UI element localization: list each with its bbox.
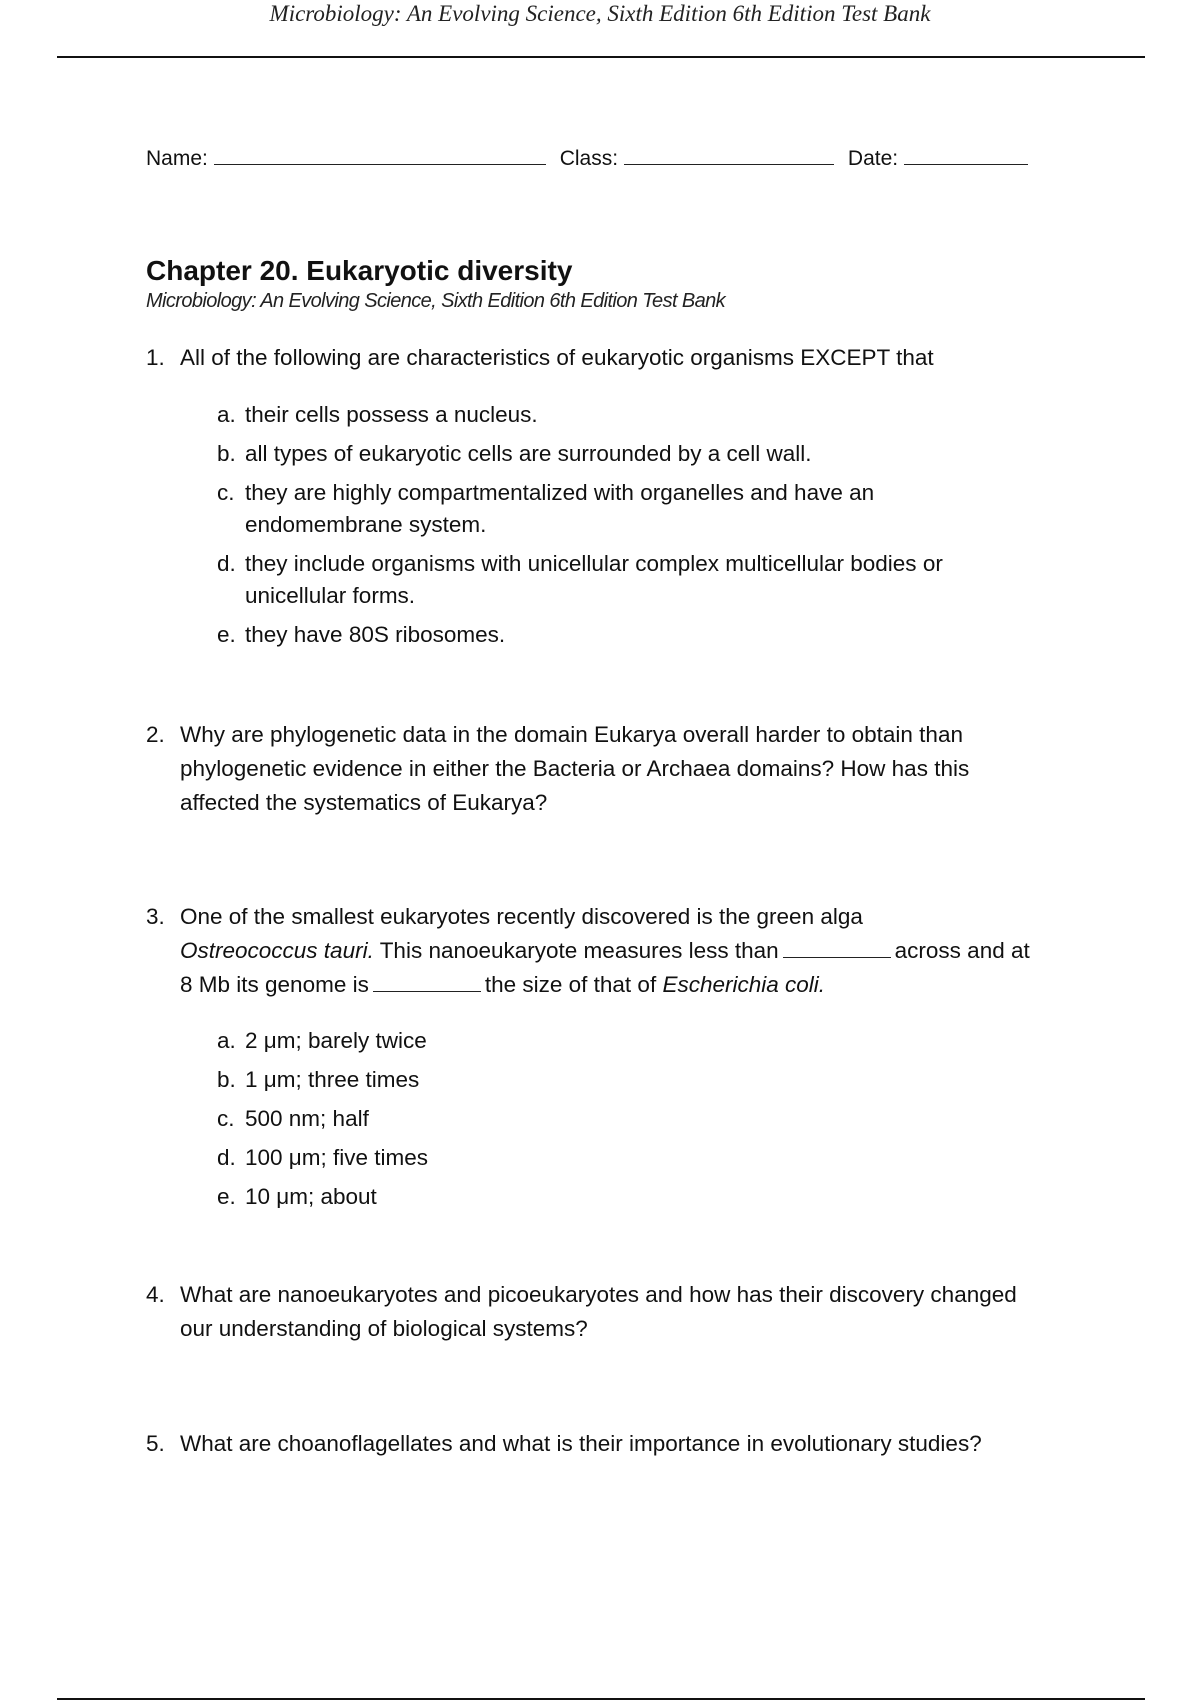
option-letter: d. [217,1145,236,1170]
option-text: they have 80S ribosomes. [245,622,506,647]
question-number: 4. [146,1282,165,1307]
question-number: 2. [146,722,165,747]
option-letter: a. [217,1028,236,1053]
running-header: Microbiology: An Evolving Science, Sixth Edition 6th Edition Test Bank [269,1,931,26]
option-text: 10 μm; about [245,1184,377,1209]
option-text: all types of eukaryotic cells are surrounded by a cell wall. [245,441,812,466]
question-3-options [217,1025,1025,1220]
option-item [217,399,1025,431]
answer-blank-2 [373,971,481,992]
question-number: 5. [146,1431,165,1456]
option-letter: d. [217,551,236,576]
chapter-subtitle: Microbiology: An Evolving Science, Sixth Edition 6th Edition Test Bank [146,290,726,312]
question-3 [146,900,1046,1002]
option-item [217,438,1025,470]
option-text: they are highly compartmentalized with organelles and have an endomembrane system. [245,480,875,537]
class-label: Class: [559,147,619,170]
option-item [217,1181,1025,1213]
option-letter: b. [217,441,236,466]
option-text: 1 μm; three times [245,1067,420,1092]
option-text: they include organisms with unicellular complex multicellular bodies or unicellular forms. [245,551,943,608]
option-letter: a. [217,402,236,427]
header-divider [57,56,1145,58]
date-label: Date: [847,147,899,170]
question-number: 1. [146,345,165,370]
option-item [217,477,1025,541]
question-text: Why are phylogenetic data in the domain Eukarya overall harder to obtain than phylogenetic evidence in either the Bacteria or Archaea domains? How has this affected the systematics of Eukarya? [180,722,970,815]
question-text-part3: across and at 8 Mb its genome is [180,938,1030,997]
option-text: 500 nm; half [245,1106,369,1131]
option-item [217,1064,1025,1096]
chapter-title: Chapter 20. Eukaryotic diversity [146,255,573,286]
option-letter: b. [217,1067,236,1092]
species-name-ostreococcus: Ostreococcus tauri. [180,938,374,963]
option-text: 2 μm; barely twice [245,1028,427,1053]
date-blank [904,144,1028,165]
option-item [217,1103,1025,1135]
option-letter: e. [217,1184,236,1209]
option-item [217,1142,1025,1174]
question-4 [146,1278,1046,1346]
option-letter: e. [217,622,236,647]
option-text: 100 μm; five times [245,1145,429,1170]
question-text-part2: This nanoeukaryote measures less than [379,938,779,963]
option-letter: c. [217,480,235,505]
option-item [217,1025,1025,1057]
question-text: What are nanoeukaryotes and picoeukaryotes and how has their discovery changed our understanding of biological systems? [180,1282,1017,1341]
question-2 [146,718,1046,820]
answer-blank-1 [783,937,891,958]
question-text: All of the following are characteristics of eukaryotic organisms EXCEPT that [180,345,934,370]
question-text: What are choanoflagellates and what is their importance in evolutionary studies? [180,1431,982,1456]
option-item [217,548,1025,612]
option-item [217,619,1025,651]
name-label: Name: [146,147,208,170]
question-text-part4: the size of that of [484,972,657,997]
question-number: 3. [146,904,165,929]
class-blank [624,144,834,165]
question-text [180,900,1046,1002]
name-blank [214,144,546,165]
option-text: their cells possess a nucleus. [245,402,538,427]
question-1 [146,341,1046,375]
option-letter: c. [217,1106,235,1131]
species-name-escherichia: Escherichia coli. [662,972,826,997]
question-1-options [217,399,1025,658]
question-5 [146,1427,1086,1461]
question-text-part1: One of the smallest eukaryotes recently discovered is the green alga [180,904,863,929]
student-info-row [146,144,1028,172]
